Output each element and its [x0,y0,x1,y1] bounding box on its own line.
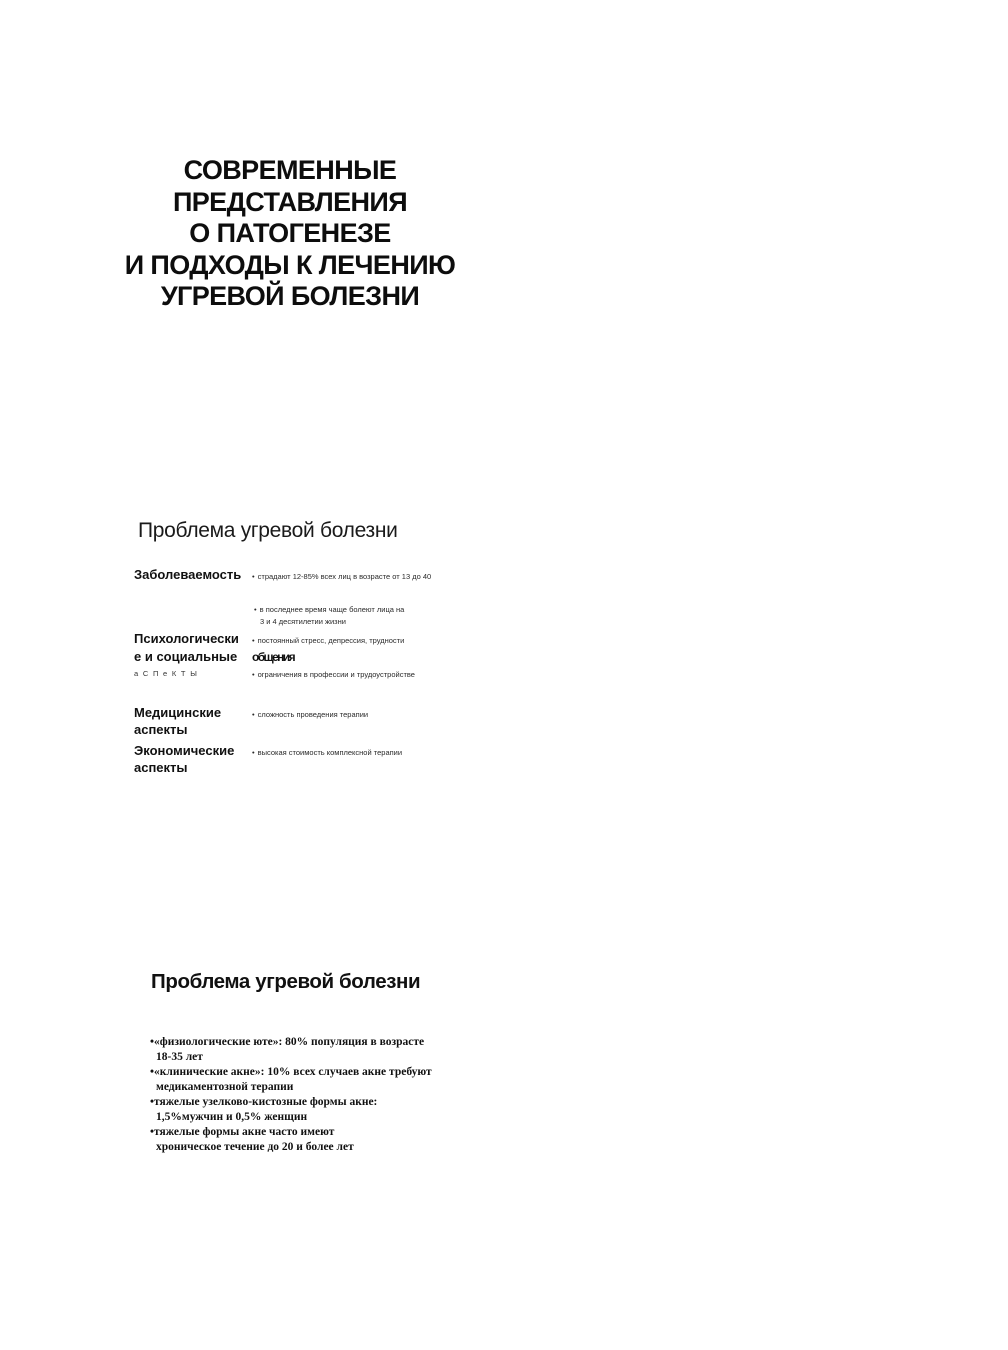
bullet-therapy-difficulty: • сложность проведения терапии [252,710,369,719]
bullet-incidence: • страдают 12-85% всех лиц в возрасте от 13 до 40 [252,572,432,581]
label-psych-line2: е и социальные [134,649,238,664]
slide3-list [150,1035,470,1155]
list-item [150,1065,470,1095]
list-item-line1: •тяжелые формы акне часто имеют [150,1126,335,1138]
list-item-line1: •тяжелые узелково-кистозные формы акне: [150,1096,378,1108]
bullet-cost: • высокая стоимость комплексной терапии [252,748,403,757]
list-item [150,1095,470,1125]
list-item-line1: •«клинические акне»: 10% всех случаев акне требуют [150,1066,432,1078]
bullet-recent-line1: в последнее время чаще болеют лица на [259,605,405,614]
title-line-4: И ПОДХОДЫ К ЛЕЧЕНИЮ [124,249,456,280]
bullet-incidence-text: страдают 12-85% всех лиц в возрасте от 13 до 40 [257,572,432,581]
bullet-therapy-difficulty-text: сложность проведения терапии [257,710,369,719]
bullet-stress: • постоянный стресс, депрессия, трудности [252,636,405,645]
label-incidence: Заболеваемость [134,567,242,582]
label-psych-line1: Психологически [134,631,239,646]
list-item-line2: 18-35 лет [156,1051,203,1063]
title-line-3: О ПАТОГЕНЕЗЕ [189,218,391,248]
bullet-stress-text: постоянный стресс, депрессия, трудности [257,636,405,645]
title-line-5: УГРЕВОЙ БОЛЕЗНИ [160,281,420,311]
bullet-profession-text: ограничения в профессии и трудоустройстве [257,670,415,679]
list-item-line2: медикаментозной терапии [156,1081,294,1093]
label-economic-line1: Экономические [134,743,235,758]
label-medical-line1: Медицинские [134,705,222,720]
document-title [110,155,470,313]
slide2-heading: Проблема угревой болезни [138,519,398,542]
list-item-line2: хроническое течение до 20 и более лет [156,1141,354,1153]
list-item-line2: 1,5%мужчин и 0,5% женщин [156,1111,308,1123]
list-item-line1: •«физиологические юте»: 80% популяция в возрасте [150,1036,425,1048]
bullet-communication: общения [252,650,294,664]
label-psych-line3: а С П е К Т Ы [134,669,199,678]
title-line-2: ПРЕДСТАВЛЕНИЯ [172,186,408,217]
label-medical-line2: аспекты [134,722,188,737]
bullet-profession: • ограничения в профессии и трудоустройстве [252,670,415,679]
list-item [150,1125,470,1155]
bullet-cost-text: высокая стоимость комплексной терапии [257,748,403,757]
list-item [150,1035,470,1065]
title-line-1: СОВРЕМЕННЫЕ [183,155,397,185]
bullet-recent: • в последнее время чаще болеют лица на 3 и 4 десятилетии жизни [254,605,405,626]
bullet-recent-line2: 3 и 4 десятилетии жизни [260,616,346,626]
label-economic-line2: аспекты [134,760,188,775]
slide3-heading: Проблема угревой болезни [151,970,421,993]
